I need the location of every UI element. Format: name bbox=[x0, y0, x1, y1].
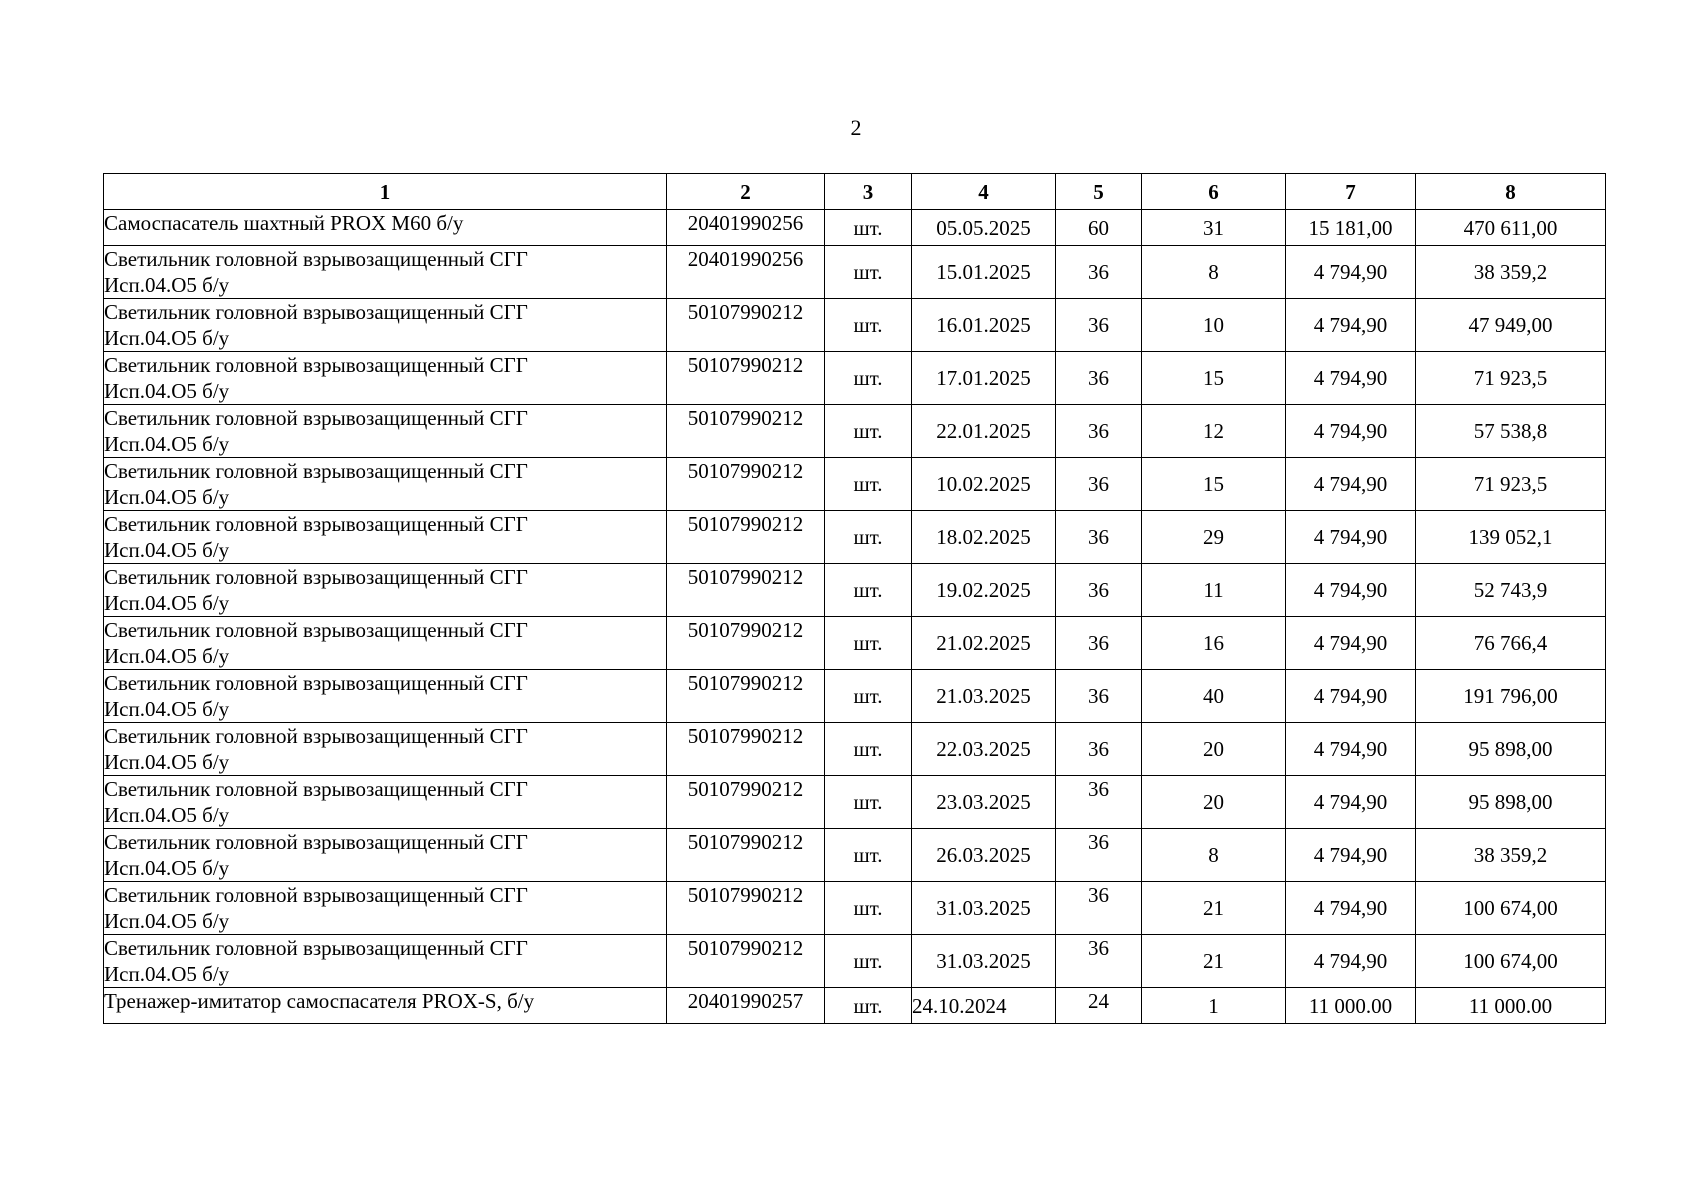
item-col6-cell: 8 bbox=[1142, 246, 1286, 299]
item-name-line: Светильник головной взрывозащищенный СГГ bbox=[104, 353, 528, 377]
item-price-cell: 4 794,90 bbox=[1286, 882, 1416, 935]
item-unit-cell: шт. bbox=[825, 617, 912, 670]
item-date-cell: 18.02.2025 bbox=[912, 511, 1056, 564]
item-unit-cell: шт. bbox=[825, 458, 912, 511]
item-date-cell: 22.03.2025 bbox=[912, 723, 1056, 776]
item-name-cell bbox=[104, 352, 667, 405]
item-col6-cell: 1 bbox=[1142, 988, 1286, 1024]
item-price-cell: 4 794,90 bbox=[1286, 299, 1416, 352]
item-name-cell bbox=[104, 405, 667, 458]
item-sum-cell: 95 898,00 bbox=[1416, 723, 1606, 776]
table-row bbox=[104, 617, 1606, 670]
item-price-cell: 11 000.00 bbox=[1286, 988, 1416, 1024]
item-name-line-2: Исп.04.О5 б/у bbox=[104, 379, 230, 403]
item-col6-cell: 11 bbox=[1142, 564, 1286, 617]
item-name-cell bbox=[104, 299, 667, 352]
header-col-6: 6 bbox=[1142, 174, 1286, 210]
item-unit-cell: шт. bbox=[825, 723, 912, 776]
item-unit-cell: шт. bbox=[825, 210, 912, 246]
item-name-line: Светильник головной взрывозащищенный СГГ bbox=[104, 406, 528, 430]
item-code-cell: 50107990212 bbox=[667, 935, 825, 988]
item-col6-cell: 29 bbox=[1142, 511, 1286, 564]
item-col6-cell: 40 bbox=[1142, 670, 1286, 723]
item-code-cell: 20401990257 bbox=[667, 988, 825, 1024]
table-row bbox=[104, 210, 1606, 246]
item-date-cell: 17.01.2025 bbox=[912, 352, 1056, 405]
item-date-cell: 23.03.2025 bbox=[912, 776, 1056, 829]
item-name-cell bbox=[104, 776, 667, 829]
item-col6-cell: 8 bbox=[1142, 829, 1286, 882]
item-unit-cell: шт. bbox=[825, 882, 912, 935]
table-row bbox=[104, 299, 1606, 352]
item-sum-cell: 470 611,00 bbox=[1416, 210, 1606, 246]
item-col6-cell: 10 bbox=[1142, 299, 1286, 352]
item-code-cell: 50107990212 bbox=[667, 564, 825, 617]
header-col-1: 1 bbox=[104, 174, 667, 210]
item-date-cell: 24.10.2024 bbox=[912, 988, 1056, 1024]
item-unit-cell: шт. bbox=[825, 246, 912, 299]
item-name-cell bbox=[104, 723, 667, 776]
item-name-line-2: Исп.04.О5 б/у bbox=[104, 856, 230, 880]
item-name-line: Светильник головной взрывозащищенный СГГ bbox=[104, 459, 528, 483]
item-col5-cell: 36 bbox=[1056, 670, 1142, 723]
item-date-cell: 26.03.2025 bbox=[912, 829, 1056, 882]
item-code-cell: 50107990212 bbox=[667, 723, 825, 776]
item-unit-cell: шт. bbox=[825, 935, 912, 988]
item-col5-cell: 36 bbox=[1056, 246, 1142, 299]
item-price-cell: 4 794,90 bbox=[1286, 458, 1416, 511]
item-price-cell: 4 794,90 bbox=[1286, 829, 1416, 882]
item-date-cell: 22.01.2025 bbox=[912, 405, 1056, 458]
item-date-cell: 31.03.2025 bbox=[912, 882, 1056, 935]
table-row bbox=[104, 882, 1606, 935]
page-number: 2 bbox=[850, 115, 862, 140]
item-col6-cell: 20 bbox=[1142, 776, 1286, 829]
item-name-line-2: Исп.04.О5 б/у bbox=[104, 432, 230, 456]
table-row bbox=[104, 405, 1606, 458]
item-price-cell: 4 794,90 bbox=[1286, 352, 1416, 405]
item-col6-cell: 31 bbox=[1142, 210, 1286, 246]
table-row bbox=[104, 511, 1606, 564]
item-name-line-2: Исп.04.О5 б/у bbox=[104, 962, 230, 986]
item-name-line: Светильник головной взрывозащищенный СГГ bbox=[104, 671, 528, 695]
item-name-line: Светильник головной взрывозащищенный СГГ bbox=[104, 300, 528, 324]
item-sum-cell: 76 766,4 bbox=[1416, 617, 1606, 670]
item-unit-cell: шт. bbox=[825, 776, 912, 829]
item-unit-cell: шт. bbox=[825, 829, 912, 882]
inventory-table bbox=[103, 173, 1606, 1024]
item-price-cell: 4 794,90 bbox=[1286, 935, 1416, 988]
item-col6-cell: 15 bbox=[1142, 352, 1286, 405]
item-col5-cell: 36 bbox=[1056, 829, 1142, 882]
item-sum-cell: 57 538,8 bbox=[1416, 405, 1606, 458]
item-code-cell: 50107990212 bbox=[667, 299, 825, 352]
header-col-7: 7 bbox=[1286, 174, 1416, 210]
item-name-line: Светильник головной взрывозащищенный СГГ bbox=[104, 830, 528, 854]
item-col5-cell: 36 bbox=[1056, 935, 1142, 988]
table-row bbox=[104, 776, 1606, 829]
item-col6-cell: 16 bbox=[1142, 617, 1286, 670]
item-unit-cell: шт. bbox=[825, 299, 912, 352]
table-row bbox=[104, 352, 1606, 405]
item-sum-cell: 47 949,00 bbox=[1416, 299, 1606, 352]
item-col6-cell: 21 bbox=[1142, 935, 1286, 988]
item-name-cell bbox=[104, 564, 667, 617]
item-name-line-2: Исп.04.О5 б/у bbox=[104, 750, 230, 774]
item-col6-cell: 21 bbox=[1142, 882, 1286, 935]
item-sum-cell: 139 052,1 bbox=[1416, 511, 1606, 564]
item-col5-cell: 36 bbox=[1056, 723, 1142, 776]
item-date-cell: 21.03.2025 bbox=[912, 670, 1056, 723]
table-row bbox=[104, 670, 1606, 723]
item-name-line-2: Исп.04.О5 б/у bbox=[104, 697, 230, 721]
item-name-line: Светильник головной взрывозащищенный СГГ bbox=[104, 936, 528, 960]
item-name-cell bbox=[104, 670, 667, 723]
table-row bbox=[104, 829, 1606, 882]
item-sum-cell: 100 674,00 bbox=[1416, 935, 1606, 988]
item-name-line: Светильник головной взрывозащищенный СГГ bbox=[104, 247, 528, 271]
item-name-cell bbox=[104, 829, 667, 882]
item-col5-cell: 36 bbox=[1056, 511, 1142, 564]
item-code-cell: 20401990256 bbox=[667, 210, 825, 246]
item-code-cell: 50107990212 bbox=[667, 776, 825, 829]
item-unit-cell: шт. bbox=[825, 352, 912, 405]
item-unit-cell: шт. bbox=[825, 988, 912, 1024]
item-col6-cell: 15 bbox=[1142, 458, 1286, 511]
item-col5-cell: 36 bbox=[1056, 458, 1142, 511]
table-row bbox=[104, 935, 1606, 988]
item-name-line: Самоспасатель шахтный PROX M60 б/у bbox=[104, 211, 464, 235]
item-price-cell: 4 794,90 bbox=[1286, 246, 1416, 299]
item-name-line: Светильник головной взрывозащищенный СГГ bbox=[104, 618, 528, 642]
header-col-4: 4 bbox=[912, 174, 1056, 210]
item-date-cell: 19.02.2025 bbox=[912, 564, 1056, 617]
item-code-cell: 50107990212 bbox=[667, 405, 825, 458]
item-sum-cell: 38 359,2 bbox=[1416, 246, 1606, 299]
item-code-cell: 50107990212 bbox=[667, 670, 825, 723]
item-name-cell bbox=[104, 617, 667, 670]
item-name-cell bbox=[104, 988, 667, 1024]
item-name-line-2: Исп.04.О5 б/у bbox=[104, 909, 230, 933]
header-row bbox=[104, 174, 1606, 210]
item-name-cell bbox=[104, 511, 667, 564]
item-col5-cell: 36 bbox=[1056, 617, 1142, 670]
item-col5-cell: 36 bbox=[1056, 776, 1142, 829]
item-sum-cell: 71 923,5 bbox=[1416, 458, 1606, 511]
item-sum-cell: 11 000.00 bbox=[1416, 988, 1606, 1024]
item-col5-cell: 60 bbox=[1056, 210, 1142, 246]
item-name-cell bbox=[104, 246, 667, 299]
item-sum-cell: 191 796,00 bbox=[1416, 670, 1606, 723]
item-date-cell: 15.01.2025 bbox=[912, 246, 1056, 299]
item-price-cell: 15 181,00 bbox=[1286, 210, 1416, 246]
item-code-cell: 50107990212 bbox=[667, 882, 825, 935]
item-name-line-2: Исп.04.О5 б/у bbox=[104, 485, 230, 509]
table-row bbox=[104, 458, 1606, 511]
item-price-cell: 4 794,90 bbox=[1286, 564, 1416, 617]
item-price-cell: 4 794,90 bbox=[1286, 617, 1416, 670]
item-name-line-2: Исп.04.О5 б/у bbox=[104, 326, 230, 350]
item-price-cell: 4 794,90 bbox=[1286, 723, 1416, 776]
item-price-cell: 4 794,90 bbox=[1286, 511, 1416, 564]
item-name-cell bbox=[104, 935, 667, 988]
item-sum-cell: 38 359,2 bbox=[1416, 829, 1606, 882]
item-date-cell: 16.01.2025 bbox=[912, 299, 1056, 352]
item-name-line: Светильник головной взрывозащищенный СГГ bbox=[104, 724, 528, 748]
item-name-line: Светильник головной взрывозащищенный СГГ bbox=[104, 565, 528, 589]
item-sum-cell: 52 743,9 bbox=[1416, 564, 1606, 617]
item-name-line-2: Исп.04.О5 б/у bbox=[104, 538, 230, 562]
table-row bbox=[104, 988, 1606, 1024]
item-sum-cell: 71 923,5 bbox=[1416, 352, 1606, 405]
header-col-3: 3 bbox=[825, 174, 912, 210]
item-code-cell: 50107990212 bbox=[667, 511, 825, 564]
item-name-line: Светильник головной взрывозащищенный СГГ bbox=[104, 883, 528, 907]
item-code-cell: 50107990212 bbox=[667, 352, 825, 405]
item-code-cell: 50107990212 bbox=[667, 829, 825, 882]
item-price-cell: 4 794,90 bbox=[1286, 405, 1416, 458]
item-name-line: Светильник головной взрывозащищенный СГГ bbox=[104, 512, 528, 536]
item-name-cell bbox=[104, 210, 667, 246]
item-code-cell: 50107990212 bbox=[667, 617, 825, 670]
item-unit-cell: шт. bbox=[825, 670, 912, 723]
item-col6-cell: 12 bbox=[1142, 405, 1286, 458]
item-sum-cell: 95 898,00 bbox=[1416, 776, 1606, 829]
table-row bbox=[104, 246, 1606, 299]
item-col5-cell: 36 bbox=[1056, 405, 1142, 458]
item-name-line: Тренажер-имитатор самоспасателя PROX-S, б/у bbox=[104, 989, 535, 1013]
item-date-cell: 31.03.2025 bbox=[912, 935, 1056, 988]
item-col5-cell: 36 bbox=[1056, 564, 1142, 617]
item-col5-cell: 36 bbox=[1056, 352, 1142, 405]
item-col5-cell: 24 bbox=[1056, 988, 1142, 1024]
item-name-line-2: Исп.04.О5 б/у bbox=[104, 591, 230, 615]
item-name-line-2: Исп.04.О5 б/у bbox=[104, 803, 230, 827]
header-col-8: 8 bbox=[1416, 174, 1606, 210]
item-date-cell: 21.02.2025 bbox=[912, 617, 1056, 670]
table-row bbox=[104, 723, 1606, 776]
item-price-cell: 4 794,90 bbox=[1286, 776, 1416, 829]
item-name-line-2: Исп.04.О5 б/у bbox=[104, 273, 230, 297]
item-col5-cell: 36 bbox=[1056, 299, 1142, 352]
item-name-line-2: Исп.04.О5 б/у bbox=[104, 644, 230, 668]
item-col5-cell: 36 bbox=[1056, 882, 1142, 935]
header-col-5: 5 bbox=[1056, 174, 1142, 210]
item-code-cell: 50107990212 bbox=[667, 458, 825, 511]
item-sum-cell: 100 674,00 bbox=[1416, 882, 1606, 935]
item-unit-cell: шт. bbox=[825, 564, 912, 617]
item-code-cell: 20401990256 bbox=[667, 246, 825, 299]
table-row bbox=[104, 564, 1606, 617]
item-name-cell bbox=[104, 458, 667, 511]
item-date-cell: 05.05.2025 bbox=[912, 210, 1056, 246]
header-col-2: 2 bbox=[667, 174, 825, 210]
item-col6-cell: 20 bbox=[1142, 723, 1286, 776]
item-name-cell bbox=[104, 882, 667, 935]
item-name-line: Светильник головной взрывозащищенный СГГ bbox=[104, 777, 528, 801]
item-unit-cell: шт. bbox=[825, 405, 912, 458]
item-unit-cell: шт. bbox=[825, 511, 912, 564]
item-date-cell: 10.02.2025 bbox=[912, 458, 1056, 511]
item-price-cell: 4 794,90 bbox=[1286, 670, 1416, 723]
